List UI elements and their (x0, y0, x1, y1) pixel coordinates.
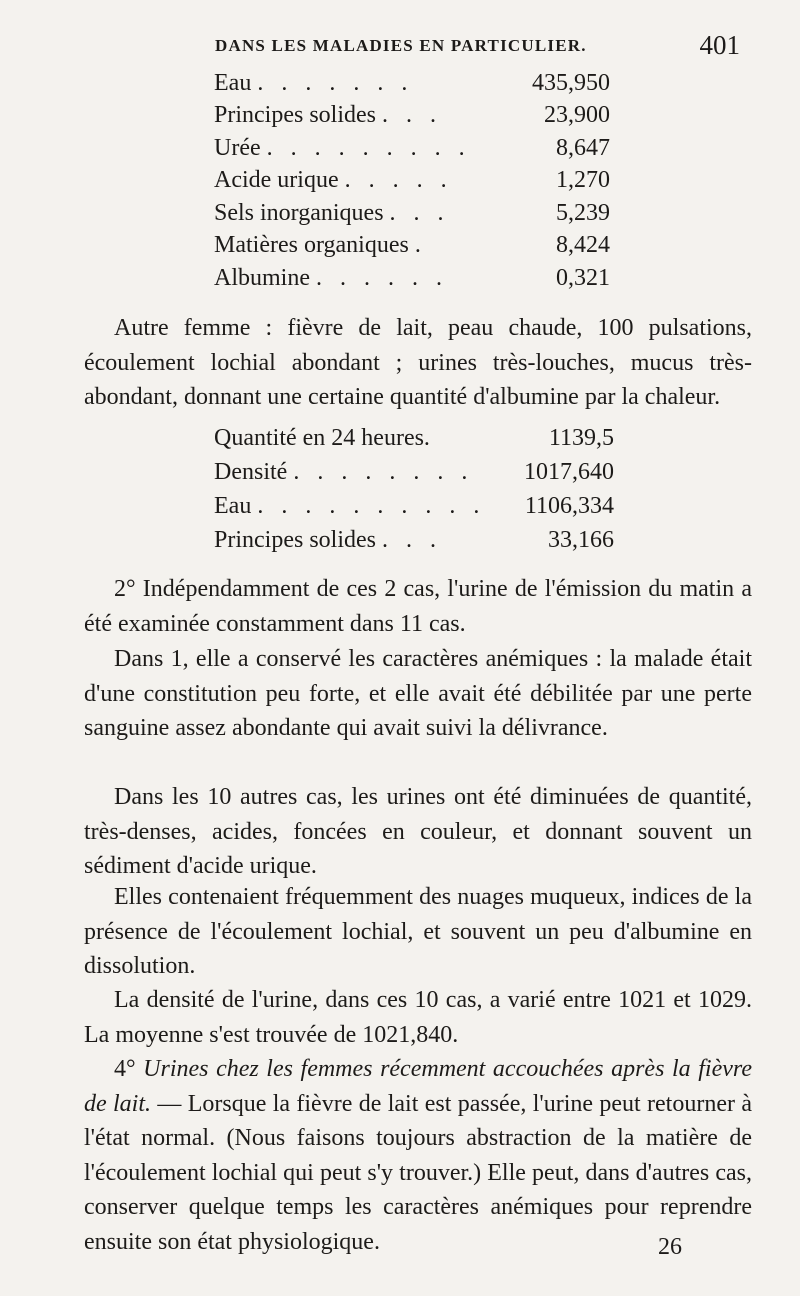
table-row (214, 165, 610, 198)
row-label: Albumine (214, 264, 310, 291)
row-label: Eau (214, 69, 252, 96)
dot-leader: . . . . . (344, 167, 453, 194)
row-value: 1,270 (556, 167, 610, 194)
urine-analysis-table-2 (214, 421, 614, 557)
table-row (214, 262, 610, 295)
row-label: Acide urique (214, 167, 339, 194)
paragraph-independamment: 2° Indépendamment de ces 2 cas, l'urine de l'émission du matin a été examinée constamment dans 11 cas. (84, 576, 752, 637)
table-row (214, 67, 610, 100)
table-row (214, 455, 614, 489)
paragraph-dans-les-10: Dans les 10 autres cas, les urines ont été diminuées de quantité, très-denses, acides, foncées en couleur, et donnant souvent un sédiment d'acide urique. (84, 784, 752, 880)
section-number: 4° (114, 1056, 144, 1082)
row-value: 8,424 (556, 232, 610, 259)
row-label: Matières organiques (214, 232, 409, 259)
dot-leader: . . . (382, 102, 442, 129)
row-value: 1139,5 (548, 424, 614, 451)
dot-leader: . . . . . . . . (293, 458, 474, 485)
table-row (214, 489, 614, 523)
running-head: DANS LES MALADIES EN PARTICULIER. (215, 36, 587, 55)
paragraph-densite: La densité de l'urine, dans ces 10 cas, a varié entre 1021 et 1029. La moyenne s'est trouvée de 1021,840. (84, 987, 752, 1048)
page-number: 401 (699, 30, 740, 60)
paragraph-urines-apres-fievre (84, 1052, 752, 1260)
page-header (215, 30, 740, 66)
row-value: 1017,640 (524, 458, 614, 485)
table-row (214, 523, 614, 557)
row-label: Densité (214, 458, 288, 485)
paragraph-autre-femme: Autre femme : fièvre de lait, peau chaude, 100 pulsations, écoulement lochial abondant ; urines très-louches, mucus très-abondant, donnant une certaine quantité d'albumine par la chaleur. (84, 315, 752, 411)
row-label: Eau (214, 492, 252, 519)
section-heading-italic: Urines chez les femmes récemment accouchées après la fièvre de lait. (84, 1056, 752, 1117)
dot-leader: . . . . . . . (257, 69, 414, 96)
row-label: Sels inorganiques (214, 199, 384, 226)
table-row (214, 230, 610, 263)
dot-leader: . . . (382, 526, 442, 553)
table-row (214, 132, 610, 165)
row-label: Quantité en 24 heures. (214, 424, 430, 451)
table-row (214, 197, 610, 230)
table-row (214, 421, 614, 455)
row-label: Principes solides (214, 526, 376, 553)
row-value: 0,321 (556, 264, 610, 291)
row-label: Urée (214, 134, 261, 161)
urine-analysis-table-1 (214, 67, 610, 295)
dot-leader: . . . . . . (316, 264, 448, 291)
section-body: — Lorsque la fièvre de lait est passée, l'urine peut retourner à l'état normal. (Nous faisons toujours abstraction de la matière de l'écoulement lochial qui peut s'y trouver.) Elle peut, dans d'autres cas, conserver quelque temps les caractères anémiques pour reprendre ensuite son état physiologique. (84, 1090, 752, 1255)
row-value: 1106,334 (524, 492, 614, 519)
row-value: 5,239 (556, 199, 610, 226)
paragraph-elles-contenaient: Elles contenaient fréquemment des nuages muqueux, indices de la présence de l'écoulement lochial, et souvent un peu d'albumine en dissolution. (84, 884, 752, 980)
row-value: 435,950 (532, 69, 610, 96)
table-row (214, 100, 610, 133)
row-value: 33,166 (548, 526, 614, 553)
row-label: Principes solides (214, 102, 376, 129)
row-value: 8,647 (556, 134, 610, 161)
dot-leader: . (414, 232, 427, 259)
signature-mark: 26 (658, 1234, 682, 1260)
dot-leader: . . . . . . . . . (266, 134, 471, 161)
row-value: 23,900 (544, 102, 610, 129)
paragraph-dans-1: Dans 1, elle a conservé les caractères anémiques : la malade était d'une constitution peu forte, et elle avait été débilitée par une perte sanguine assez abondante qui avait suivi la délivrance. (84, 646, 752, 742)
dot-leader: . . . . . . . . . . (257, 492, 486, 519)
dot-leader: . . . (389, 199, 450, 226)
